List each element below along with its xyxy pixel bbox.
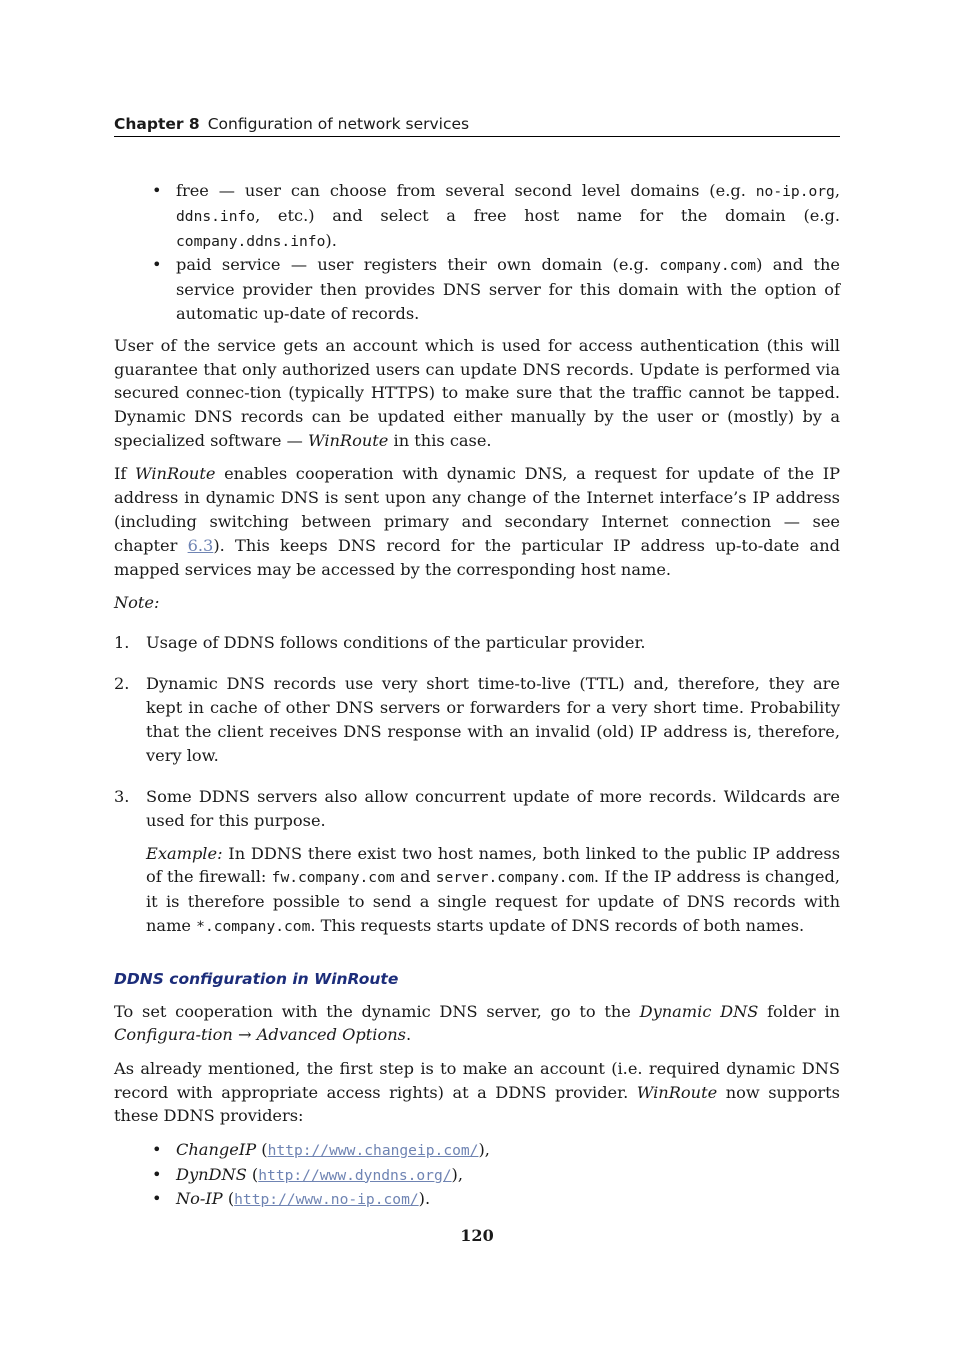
- page-number: 120: [460, 1226, 494, 1245]
- provider-link[interactable]: http://www.no-ip.com/: [234, 1191, 419, 1209]
- service-types-list: [114, 179, 840, 326]
- provider-link[interactable]: http://www.changeip.com/: [267, 1141, 479, 1159]
- code-text: server.company.com: [435, 869, 594, 887]
- note-label: Note:: [114, 592, 160, 612]
- code-text: ddns.info: [176, 207, 256, 225]
- paragraph-cooperation: If WinRoute enables cooperation with dynamic DNS, a request for update of the IP address in dynamic DNS is sent upon any change of the Internet interface’s IP address (including switching between primary and secondary Internet connection — see chapter 6.3). This keeps DNS record for the particular IP address up-to-date and mapped services may be accessed by the corresponding host name.: [114, 464, 840, 579]
- list-item: 1. Usage of DDNS follows conditions of the particular provider.: [114, 632, 646, 652]
- chapter-title: Configuration of network services: [207, 115, 470, 133]
- chapter-number: Chapter 8: [114, 115, 200, 133]
- paragraph-setup: To set cooperation with the dynamic DNS server, go to the Dynamic DNS folder in Configura-tion → Advanced Options.: [114, 1001, 840, 1045]
- running-header: [114, 113, 840, 137]
- code-text: company.com: [659, 257, 757, 275]
- list-item: • DynDNS (http://www.dyndns.org/),: [176, 1163, 840, 1188]
- list-item: 3. Some DDNS servers also allow concurrent update of more records. Wildcards are used for this purpose. Example: In DDNS there exist two host names, both linked to the public IP address of the firewall: fw.company.com and server.company.com. If the IP address is changed, it is therefore possible to send a single request for update of DNS records with name *.company.com. This requests starts update of DNS records of both names.: [146, 785, 840, 939]
- list-item: 2. Dynamic DNS records use very short time-to-live (TTL) and, therefore, they are kept in cache of other DNS servers or forwarders for a very short time. Probability that the client receives DNS response with an invalid (old) IP address is, therefore, very low.: [114, 674, 840, 765]
- page-content: [114, 179, 840, 1220]
- paragraph-account: User of the service gets an account which is used for access authentication (this will guarantee that only authorized users can update DNS records. Update is performed via secured connec-tion (typically HTTPS) to make sure that the traffic cannot be tapped. Dynamic DNS records can be updated either manually by the user or (mostly) by a specialized software — WinRoute in this case.: [114, 335, 840, 450]
- list-item: • paid service — user registers their own domain (e.g. company.com) and the service provider then provides DNS server for this domain with the option of automatic up-date of records.: [176, 253, 840, 325]
- providers-list: [114, 1138, 840, 1212]
- code-text: company.ddns.info: [176, 232, 326, 250]
- provider-link[interactable]: http://www.dyndns.org/: [258, 1166, 452, 1184]
- section-heading: DDNS configuration in WinRoute: [114, 969, 399, 988]
- paragraph-providers: As already mentioned, the first step is to make an account (i.e. required dynamic DNS record with appropriate access rights) at a DDNS provider. WinRoute now supports these DDNS providers:: [114, 1058, 840, 1126]
- list-item: • No-IP (http://www.no-ip.com/).: [176, 1187, 840, 1212]
- example-paragraph: Example: In DDNS there exist two host names, both linked to the public IP address of the firewall: fw.company.com and server.company.com. If the IP address is changed, it is therefore possible to send a single request for update of DNS records with name *.company.com. This requests starts update of DNS records of both names.: [146, 843, 840, 935]
- code-text: *.company.com: [196, 917, 311, 935]
- notes-list: [114, 631, 840, 939]
- list-item: • ChangeIP (http://www.changeip.com/),: [176, 1138, 840, 1163]
- code-text: no-ip.org: [755, 183, 835, 200]
- code-text: fw.company.com: [271, 869, 395, 887]
- list-item: • free — user can choose from several second level domains (e.g. no-ip.org, ddns.info, etc.) and select a free host name for the domain (e.g. company.ddns.info).: [176, 179, 840, 253]
- chapter-link[interactable]: 6.3: [187, 535, 214, 555]
